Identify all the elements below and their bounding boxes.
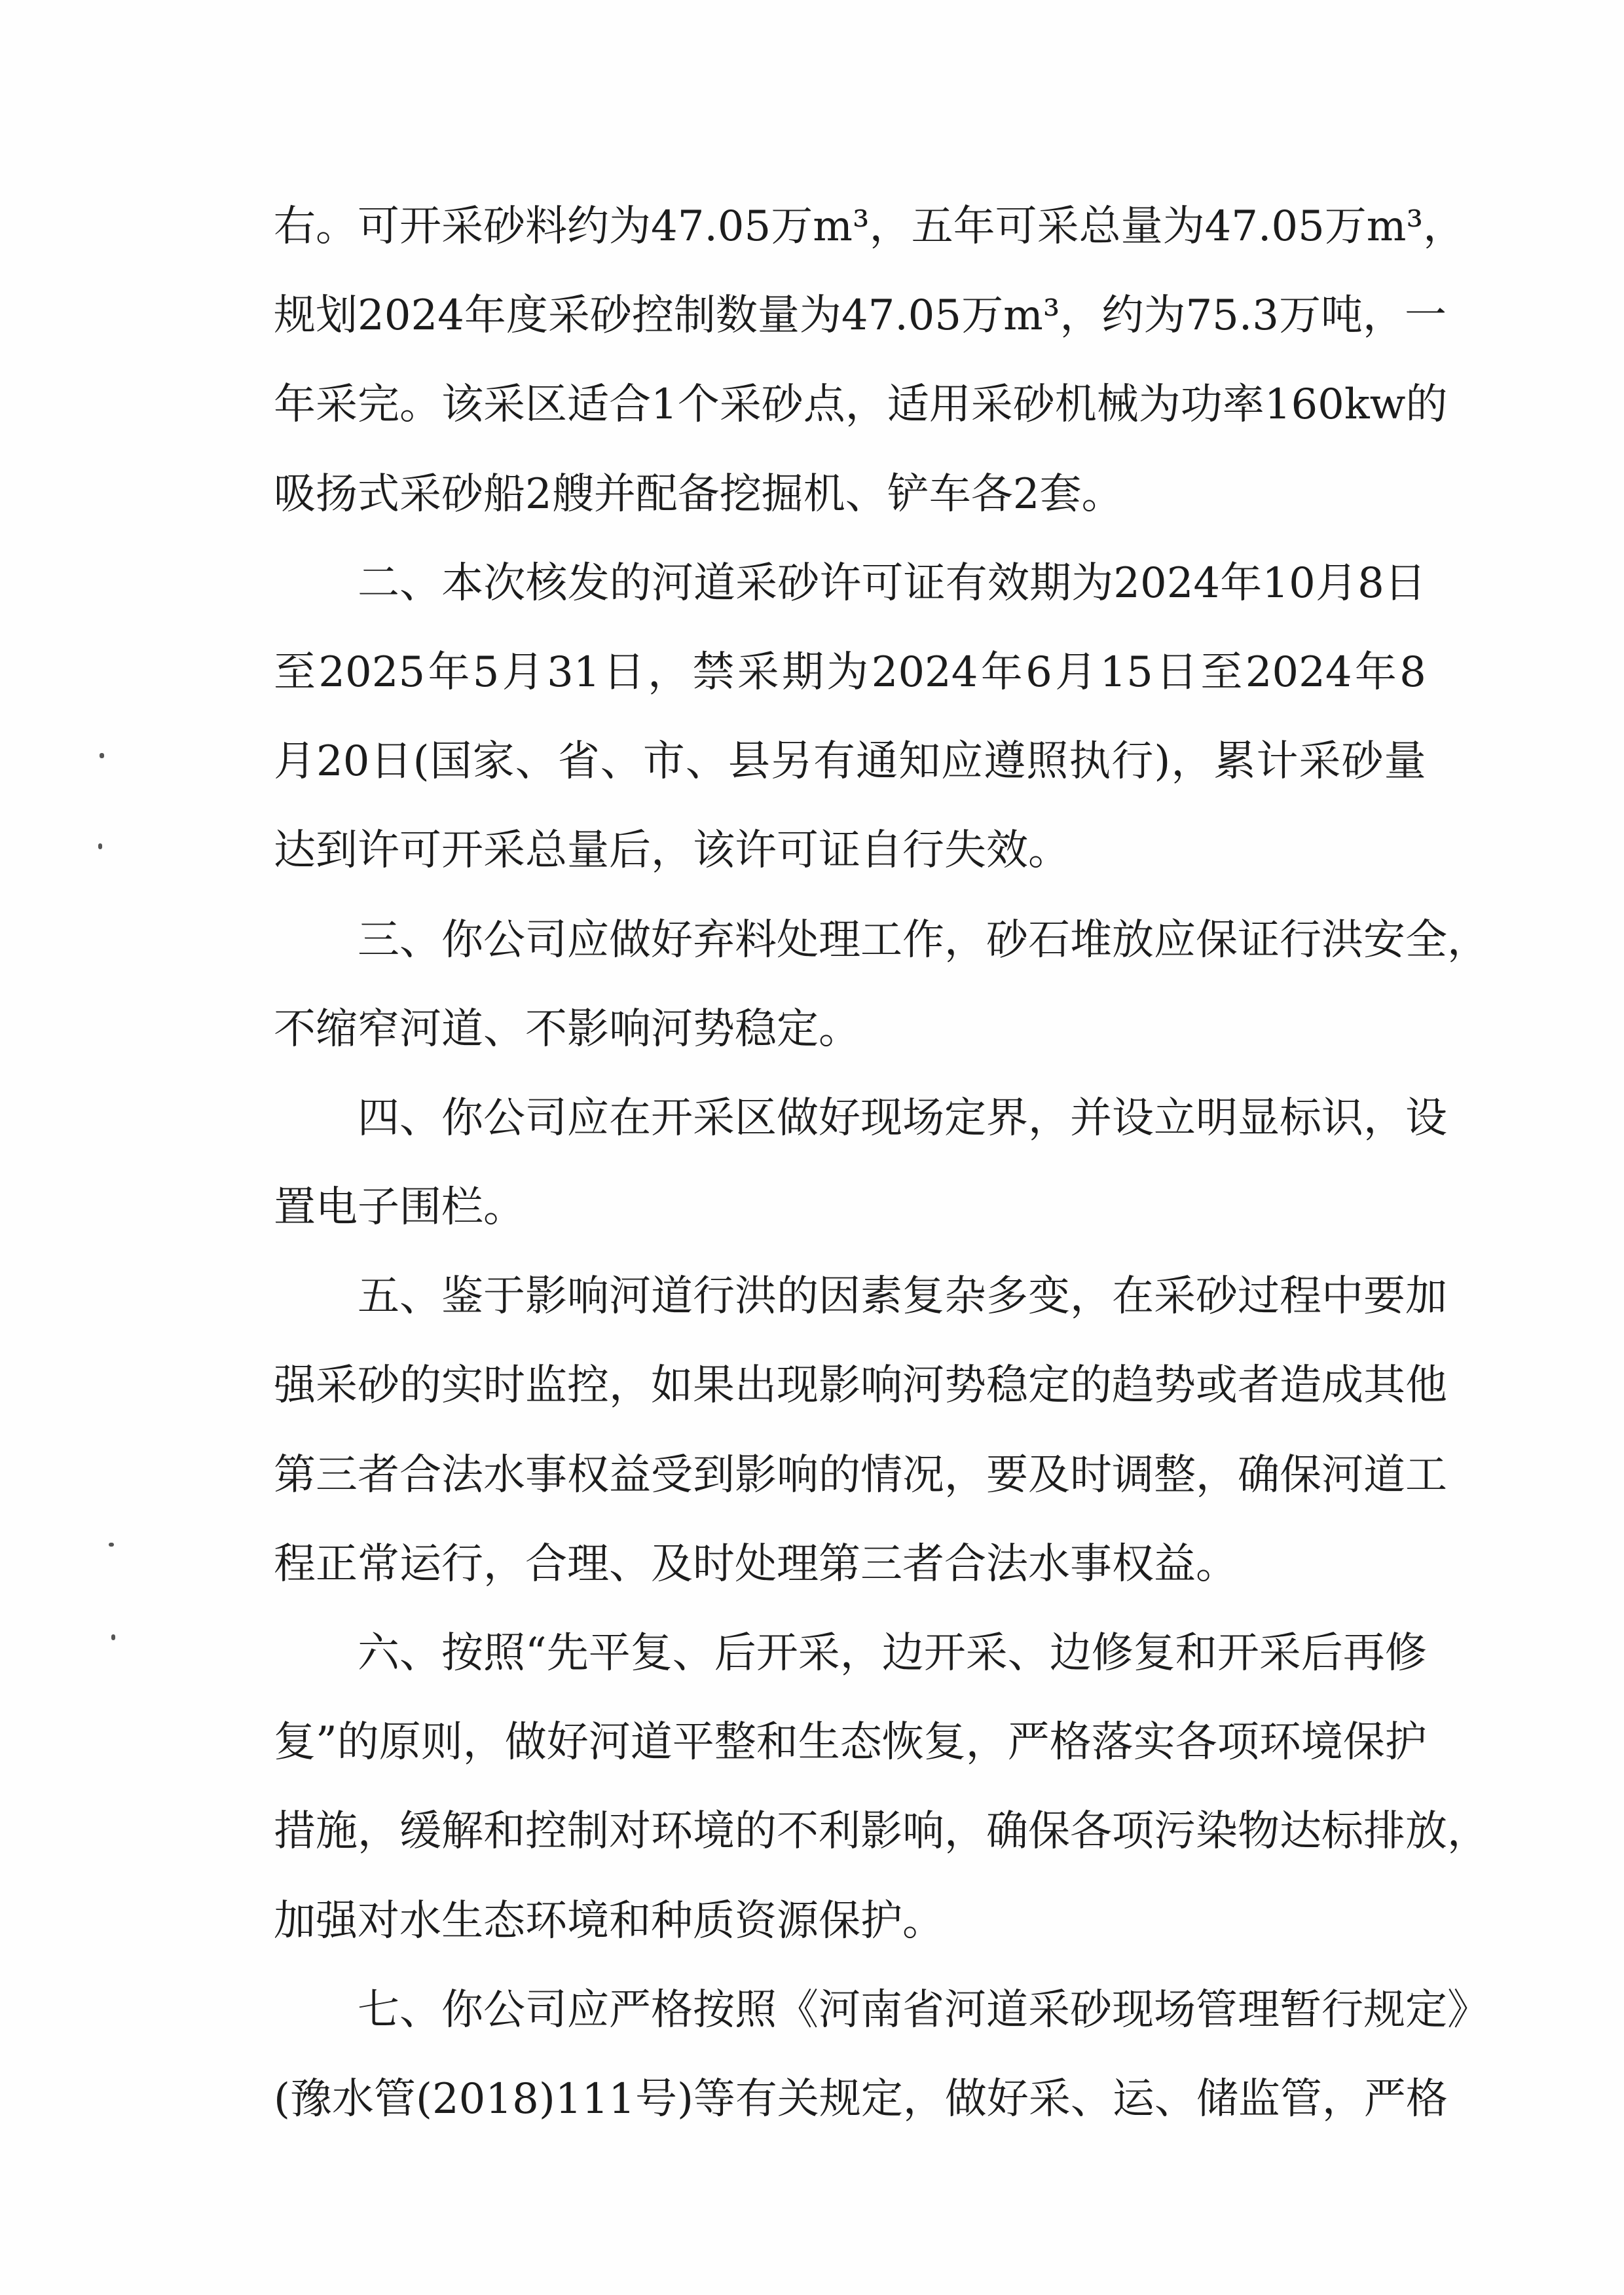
scan-speck [109,1543,114,1547]
text-line: 至 2025 年 5 月 31 日 ， 禁 采 期 为 2024 年 6 月 15 日 至 2024 年 8 [274,648,1426,697]
text-line: 措 施 ， 缓 解 和 控 制 对 环 境 的 不 利 影 响 ， 确 保 各 项 污 染 物 达 标 排 放 ， [274,1807,1489,1856]
text-line: 第 三 者 合 法 水 事 权 益 受 到 影 响 的 情 况 ， 要 及 时 调 整 ， 确 保 河 道 工 [274,1450,1447,1499]
scan-speck [100,753,104,758]
scan-speck [98,843,102,849]
text-line: 不 缩 窄 河 道 、 不 影 响 河 势 稳 定 。 [274,1004,860,1054]
text-line: 吸 扬 式 采 砂 船 2 艘 并 配 备 挖 掘 机 、 铲 车 各 2 套 。 [274,469,1124,519]
text-line: 置 电 子 围 栏 。 [274,1183,525,1232]
text-line: 复 ” 的 原 则 ， 做 好 河 道 平 整 和 生 态 恢 复 ， 严 格 落 实 各 项 环 境 保 护 [274,1718,1427,1767]
text-line: 二 、 本 次 核 发 的 河 道 采 砂 许 可 证 有 效 期 为 2024 年 10 月 8 日 [358,559,1426,608]
text-line: 四 、 你 公 司 应 在 开 采 区 做 好 现 场 定 界 ， 并 设 立 明 显 标 识 ， 设 [358,1093,1447,1143]
text-line: 强 采 砂 的 实 时 监 控 ， 如 果 出 现 影 响 河 势 稳 定 的 趋 势 或 者 造 成 其 他 [274,1361,1447,1410]
document-body [274,182,1489,2144]
text-line: 右 。 可 开 采 砂 料 约 为 47.05 万 m³ ， 五 年 可 采 总 量 为 47.05 万 m³ ， [274,202,1466,251]
text-line: 年 采 完 。 该 采 区 适 合 1 个 采 砂 点 ， 适 用 采 砂 机 械 为 功 率 160kw 的 [274,380,1448,430]
scan-speck [111,1634,115,1640]
text-line: 六 、 按 照 “ 先 平 复 、 后 开 采 ， 边 开 采 、 边 修 复 和 开 采 后 再 修 [358,1629,1427,1678]
text-line: 达 到 许 可 开 采 总 量 后 ， 该 许 可 证 自 行 失 效 。 [274,826,1070,875]
text-line: 七 、 你 公 司 应 严 格 按 照 《 河 南 省 河 道 采 砂 现 场 管 理 暂 行 规 定 》 [358,1985,1489,2034]
text-line: 程 正 常 运 行 ， 合 理 、 及 时 处 理 第 三 者 合 法 水 事 权 益 。 [274,1539,1238,1588]
text-line: 五 、 鉴 于 影 响 河 道 行 洪 的 因 素 复 杂 多 变 ， 在 采 砂 过 程 中 要 加 [358,1272,1447,1321]
text-line: 三 、 你 公 司 应 做 好 弃 料 处 理 工 作 ， 砂 石 堆 放 应 保 证 行 洪 安 全 ， [358,915,1489,964]
text-line: ( 豫 水 管 ( 2018 ) 111 号 ) 等 有 关 规 定 ， 做 好 采 、 运 、 储 监 管 ， 严 格 [274,2074,1448,2123]
text-line: 月 20 日 ( 国 家 、 省 、 市 、 县 另 有 通 知 应 遵 照 执 行 ) ， 累 计 采 砂 量 [274,737,1426,786]
text-line: 规 划 2024 年 度 采 砂 控 制 数 量 为 47.05 万 m³ ， 约 为 75.3 万 吨 ， 一 [274,291,1447,340]
text-line: 加 强 对 水 生 态 环 境 和 种 质 资 源 保 护 。 [274,1896,944,1945]
